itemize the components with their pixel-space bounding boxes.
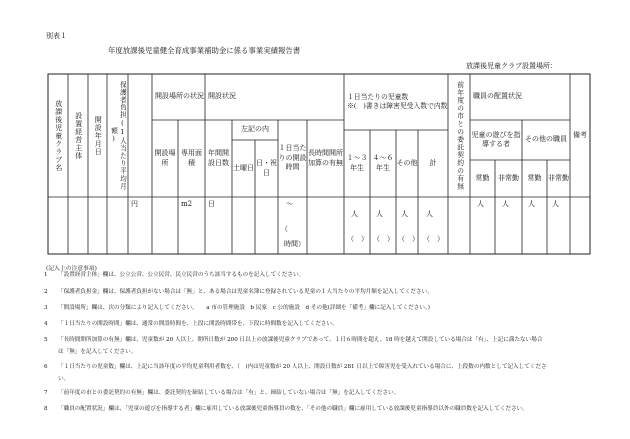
header-breakdown: 左記の内 [241, 125, 269, 134]
form-label: 別表１ [46, 32, 67, 40]
unit-m2: m2 [181, 200, 193, 208]
header-play-leader: 児童の遊びを指導する者 [471, 130, 521, 148]
header-daily-hours: １日当たりの開設時間 [278, 144, 307, 172]
note-item: 4 「１日当たりの開設時間」欄は、通常の開設時間を、上段に開設時間帯を、下段に時間数を記入してください。 [44, 321, 338, 327]
notes-heading: (記入上の注意事項) [46, 266, 97, 272]
unit-person-1: 人 [351, 210, 358, 218]
header-open-date: 開設年月日 [94, 115, 103, 156]
header-children: １日当たりの児童数 ※( )書きは障害児受入数で内数 [347, 92, 448, 110]
paren-disabled-2: （ ） [373, 235, 394, 243]
note-item: 8 「職員の配置状況」欄は、「児童の遊びを指導する者」欄に雇用している放課後児童指導員の数を、「その他の職員」欄に雇用している放課後児童指導員以外の職員数を記入してください。 [44, 406, 528, 412]
note-item: 1 「設置経営主体」欄は、公立公営、公立民営、民立民営のうち該当するものを記入してください。 [44, 272, 305, 278]
header-place: 開設場所 [154, 149, 176, 167]
header-place-status: 開設場所の状況 [155, 92, 204, 101]
unit-staff-1: 人 [477, 200, 484, 208]
paren-disabled-1: （ ） [347, 235, 368, 243]
unit-yen: 円 [131, 200, 138, 208]
paren-disabled-3: （ ） [398, 235, 419, 243]
header-guardian-fee: 保護者負担(1人当たり平均月額) [109, 80, 127, 191]
header-grade-4-6: ４〜６年生 [372, 154, 394, 172]
unit-day: 日 [208, 200, 215, 208]
unit-time-range: 〜 [286, 200, 293, 208]
header-fulltime-1: 常勤 [475, 173, 490, 182]
header-open-status: 開設状況 [208, 92, 236, 101]
header-staff: 職員の配置状況 [473, 92, 522, 101]
unit-hours: 時間） [284, 240, 305, 248]
header-sunday-holiday: 日・祝日 [256, 159, 277, 177]
note-item: 7 「前年度の市との委託契約の有無」欄は、委託契約を締結している場合は「有」と、締結していない場合は「無」を記入してください。 [44, 390, 400, 396]
note-item: い。 [58, 376, 70, 382]
header-annual-days: 年間開設日数 [208, 149, 229, 167]
report-title: 年度放課後児童健全育成事業補助金に係る事業実績報告書 [108, 46, 301, 55]
unit-person-2: 人 [376, 210, 383, 218]
header-other-staff: その他の職員 [525, 135, 567, 144]
note-item: 3 「開設場所」欄は、次の分類により記入してください。 a 市の管理施設 b 民家 c 公的施設 d その他(詳細を「備考」欄に記入してください。) [44, 305, 430, 311]
unit-staff-3: 人 [528, 200, 535, 208]
note-item: 6 「１日当たりの児童数」欄は、上記に当該年度の平均児童利用者数を、（ )内は児童数が 20 人以上、開設日数が 281 日以上で障害児を受入れている場合に、上段数の内数として記入してくださ [44, 364, 547, 370]
unit-staff-2: 人 [502, 200, 509, 208]
header-grade-1-3: １〜３年生 [346, 154, 368, 172]
unit-hours-open: （ [281, 225, 288, 233]
header-long-hours: 長時間開所加算の有無 [308, 149, 343, 167]
header-prev-contract: 前年度の市との委託契約の有無 [455, 80, 464, 191]
header-saturday: 土曜日 [233, 163, 254, 172]
header-parttime-1: 非常勤 [498, 173, 519, 182]
header-fulltime-2: 常勤 [527, 173, 542, 182]
note-item: 2 「保護者負担金」欄は、保護者負担がない場合は「無」と、ある場合は児童名簿に登録されている児童の１人当たりの平均月額を記入してください。 [44, 289, 433, 295]
header-total: 計 [429, 158, 437, 167]
header-club-name: 放課後児童クラブ名 [54, 99, 63, 172]
paren-disabled-total: （ ） [423, 235, 444, 243]
header-organizer: 設置経営主体 [74, 111, 83, 160]
header-other-children: その他 [396, 158, 418, 167]
note-item: は「無」を記入してください。 [58, 349, 137, 355]
location-label: 放課後児童クラブ設置場所： [466, 62, 557, 70]
unit-person-3: 人 [401, 210, 408, 218]
unit-staff-4: 人 [552, 200, 559, 208]
header-remarks: 備考 [573, 130, 587, 139]
header-parttime-2: 非常勤 [548, 173, 569, 182]
unit-person-4: 人 [426, 210, 433, 218]
header-area: 専用面積 [181, 149, 202, 167]
note-item: 5 「長時間開所加算の有無」欄は、児童数が 20 人以上、開所日数が 200 日以上の放課後児童クラブであって、１日６時間を超え、18 時を越えて開設している場合は「有」、上記に満たない場合 [44, 337, 543, 343]
